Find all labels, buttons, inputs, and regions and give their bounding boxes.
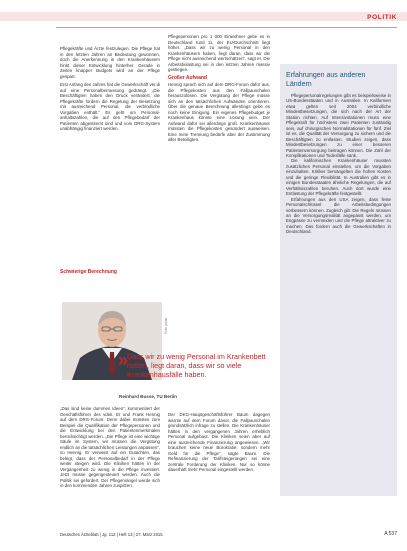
col1-paragraph-1: Pflegekräfte und Ärzte festzulegen. Die Pflege hat in den letzten Jahren an Bedeutung gewonnen, doch die Anerkennung in den Krankenhäusern hinkt dieser Entwicklung hinterher. Gerade in Zeiten knapper Budgets wird an der Pflege gespart.: [60, 46, 160, 79]
quote-author: Reinhard Busse, TU Berlin: [119, 394, 177, 399]
col1-paragraph-2: Erst Anfang des Jahres hat die Gewerkschaft ver.di auf eine Personalbemessung gedrängt. „Die Beschäftigten haben den Druck verändert, die Pflegekräfte fordern die Regelung der Besetzung mit ausreichend Personal, die verbindliche Vorgaben enthält.“ Es geht um Personal-anhaltszahlen, die auf den Pflegebedarf der Patienten abgestimmt sind und vom DRG-System unabhängig finanziert werden.: [60, 82, 160, 131]
footer-citation: Deutsches Ärzteblatt | Jg. 112 | Heft 13 | 27. März 2015: [60, 532, 163, 537]
col1-paragraph-3: „Das sind keine dummen Ideen“, kommentiert der Geschäftsführer des vdek. Er und Frank Hennig auf dem DRG-Forum: Denn dabei müssten zum Beispiel die Qualifikation der Pflegepersonen und die Entwicklung bei den Patientenmerkmalen berücksichtigt werden. „Die Pflege ist eine wichtige Säule im System, wir müssen die Vergütung endlich an die tatsächlichen Leistungen anpassen“, so Hennig. Er verweist auf ein Gutachten, das belegt, dass der Personalbedarf in der Pflege weiter steigen wird. Die Kliniken hätten in der Vergangenheit zu wenig in die Pflege investiert. Jetzt müsse gegengesteuert werden. Auch die Politik sei gefordert. Der Pflegemangel werde sich in den kommenden Jahren zuspitzen.: [60, 406, 160, 488]
info-box-paragraph-1: Pflegepersonalregelungen gibt es beispielsweise in US-Bundesstaaten und in Australien. In Kalifornien etwa gelten seit 2004 verbindliche Mindestbesetzungen, die sich nach der Art der Station richten. Auf Intensivstationen muss eine Pflegekraft für höchstens zwei Patienten zuständig sein, auf chirurgischen Normalstationen für fünf. Ziel ist es, die Qualität der Versorgung zu sichern und die Beschäftigten zu entlasten. Studien zeigen, dass Mindestbesetzungen zu einer besseren Patientenversorgung beitragen können. Die Zahl der Komplikationen und Todesfälle sank.: [286, 93, 391, 158]
col2-paragraph-2: Hennig sprach sich auf dem DRG-Forum dafür aus, die Pflegekosten aus den Fallpauschalen herauszulösen. Die Vergütung der Pflege müsse sich an den tatsächlichen Aufwänden orientieren. Über die genaue Berechnung allerdings gebe es noch keine Einigung. Ein eigenes Pflegebudget je Krankenhaus könnte eine Lösung sein. Der Aufwand dafür sei allerdings groß. Krankenhäuser müssten die Pflegekosten gesondert ausweisen. Eine reine Trennung bedürfe aber der Zustimmung aller Beteiligten.: [168, 82, 270, 142]
column-middle-bottom: [168, 412, 270, 530]
header-rule: [56, 27, 397, 28]
info-box-paragraph-3: Erfahrungen aus den USA zeigen, dass feste Personalschlüssel die Arbeitsbedingungen verbessern können. Zugleich gilt: Die Regeln müssen an die Versorgungsrealität angepasst werden, um Engpässe zu vermeiden und die Pflege attraktiver zu machen. Das fordern auch die Gewerkschaften in Deutschland.: [286, 196, 391, 235]
quote-mark-icon: »: [118, 350, 129, 370]
column-left-bottom: [60, 406, 160, 528]
subheading-schwierige-berechnung: Schwierige Berechnung: [60, 269, 117, 275]
quote-text: Dass wir zu wenig Personal im Krankenbett haben, liegt daran, dass wir so viele Krankenhausfälle haben.: [127, 352, 266, 379]
top-stripe: [0, 12, 407, 21]
photo-credit: Foto: privat: [164, 318, 168, 334]
page-number: A 537: [384, 531, 397, 537]
info-box: [280, 64, 397, 496]
info-box-body: [280, 93, 397, 235]
col2-paragraph-1: Pflegepersonen pro 1 000 Einwohner gebe es in Deutschland rund 11, der EU-Durchschnitt liegt höher. „Dass wir zu wenig Personal in den Krankenhäusern haben, liegt daran, dass wir die Pflege nicht ausreichend wertschätzen“, sagt er. Die Arbeitsbelastung sei in den letzten Jahren massiv gestiegen.: [168, 34, 270, 72]
info-box-title: Erfahrungen aus anderen Ländern: [286, 72, 366, 88]
column-left-lower: [60, 268, 160, 298]
col2b-paragraph-1: Der DKG-Hauptgeschäftsführer Baum dagegen warnte auf dem Forum davor, die Fallpauschalen grundsätzlich infrage zu stellen. Die Krankenhäuser hätten in den vergangenen Jahren erheblich Personal aufgebaut. Die Kliniken seien aber auf eine ausreichende Finanzierung angewiesen. „Wir brauchen keine neue Bürokratie, sondern mehr Geld für die Pflege“, sagte Baum. Die Refinanzierung der Tarifsteigerungen sei eine zentrale Forderung der Kliniken. Nur so könne dauerhaft mehr Personal eingestellt werden.: [168, 412, 270, 472]
pull-quote: [118, 352, 288, 379]
info-box-paragraph-2: Die kalifornischen Krankenhäuser mussten zusätzliches Personal einstellen, um die Vorgaben einzuhalten. Kritiker bemängelten die hohen Kosten und die geringe Flexibilität. In Australien gibt es in einigen Bundesstaaten ähnliche Regelungen, die auf Verhältniszahlen beruhen. Auch dort wurde eine Entlastung der Pflegekräfte festgestellt.: [286, 158, 391, 197]
top-bar: [0, 12, 407, 21]
column-middle: [168, 34, 270, 316]
section-label: POLITIK: [367, 14, 397, 21]
subheading-grosser-aufwand: Großer Aufwand: [168, 74, 207, 81]
